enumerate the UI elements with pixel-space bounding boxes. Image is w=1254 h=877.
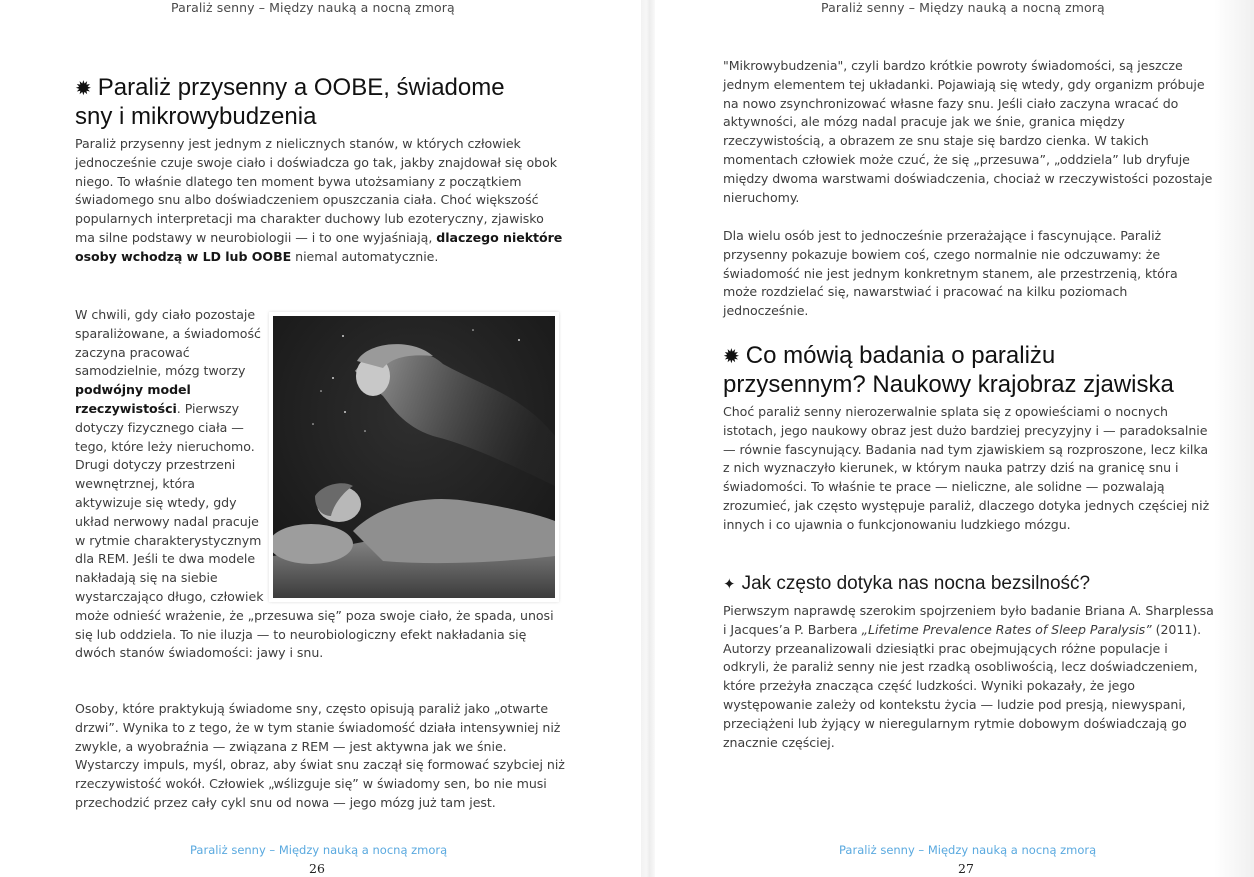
paragraph: Dla wielu osób jest to jednocześnie przerażające i fascynujące. Paraliż przysenny pokazuje bowiem coś, czego normalnie nie odczuwamy: że świadomość nie jest jednym konkretnym stanem, ale przestrzenią, która może rozdzielać się, nawarstwiać i pracować na kilku poziomach jednocześnie. (723, 228, 1178, 319)
page-number: 27 (958, 861, 974, 876)
book-gutter (641, 0, 655, 877)
paragraph (723, 602, 1215, 752)
footer-book-title: Paraliż senny – Między nauką a nocną zmorą (839, 843, 1097, 857)
bold-phrase: podwójny model rzeczywistości (75, 382, 191, 416)
right-page (655, 0, 1254, 877)
bold-phrase: dlaczego niektóre osoby wchodzą w LD lub OOBE (75, 229, 563, 264)
running-head: Paraliż senny – Między nauką a nocną zmorą (821, 0, 1105, 15)
paragraph: Choć paraliż senny nierozerwalnie splata się z opowieściami o nocnych istotach, jego naukowy obraz jest dużo bardziej precyzyjny i — paradoksalnie — równie fascynujący. Badania nad tym zjawiskiem są rozproszone, lecz kilka z nich wyznaczyło kierunek, w którym nauka patrzy dziś na granicę snu i świadomości. To właśnie te prace — nieliczne, ale solidne — pozwalają zrozumieć, jak często występuje paraliż, dlaczego dotyka jednych częściej niż innych i co ujawnia o funkcjonowaniu ludzkiego mózgu. (723, 404, 1210, 532)
paragraph-text: W chwili, gdy ciało pozostaje sparaliżowane, a świadomość zaczyna pracować samodzielnie, mózg tworzy (75, 307, 261, 379)
paragraph-text: (2011). Autorzy przeanalizowali dziesiątki prac obejmujących różne populacje i odkryli, że paraliż senny nie jest rzadką osobliwością, lecz doświadczeniem, które przeżyła znacząca część ludzkości. Wyniki pokazały, że jego występowanie zależy od kontekstu życia — ludzie pod presją, niewyspani, przeciążeni lub żyjący w nieregularnym rytmie dobowym doświadczają go znacznie częściej. (723, 621, 1202, 750)
paragraph (75, 135, 565, 267)
paragraph-text: . Pierwszy dotyczy fizycznego ciała — tego, które leży nieruchomo. Drugi dotyczy przestrzeni wewnętrznej, która aktywizuje się wtedy, gdy układ nerwowy nadal pracuje w rytmie charakterystycznym dla REM. Jeśli te dwa modele nakładają się na siebie wystarczająco długo, człowiek może odnieść wrażenie, że „przesuwa się” poza swoje ciało, że spada, unosi się lub oddziela. To nie iluzja — to neurobiologiczny efekt nakładania się dwóch stanów świadomości: jawy i snu. (75, 400, 554, 661)
subsection-heading-text: Jak często dotyka nas nocna bezsilność? (741, 573, 1091, 594)
paragraph: Osoby, które praktykują świadome sny, często opisują paraliż jako „otwarte drzwi”. Wynika to z tego, że w tym stanie świadomość działa intensywniej niż zwykle, a wyobraźnia — związana z REM — jest aktywna jak we śnie. Wystarczy impuls, myśl, obraz, aby świat snu zaczął się formować szybciej niż rzeczywistość wokół. Człowiek „wślizguje się” w świadomy sen, bo nie musi przechodzić przez cały cykl snu od nowa — jego mózg już tam jest. (75, 701, 565, 810)
sleeping-woman-with-floating-spirit-illustration (273, 316, 555, 598)
page-edge-shadow (1214, 0, 1254, 877)
illustration (269, 312, 559, 602)
section-heading (723, 342, 1203, 399)
section-heading-text: Co mówią badania o paraliżu przysennym? Naukowy krajobraz zjawiska (723, 342, 1174, 398)
cited-title: „Lifetime Prevalence Rates of Sleep Paralysis” (861, 621, 1152, 637)
paragraph-text: niemal automatycznie. (291, 248, 439, 264)
paragraph: "Mikrowybudzenia", czyli bardzo krótkie powroty świadomości, są jeszcze jednym elementem tej układanki. Pojawiają się wtedy, gdy organizm próbuje na nowo zsynchronizować własne fazy snu. Jeśli ciało zaczyna wracać do aktywności, ale mózg nadal pracuje jak we śnie, granica między rzeczywistością, a obrazem ze snu staje się bardzo cienka. W takich momentach człowiek może czuć, że się „przesuwa”, „oddziela” lub dryfuje między dwoma warstwami doświadczenia, chociaż w rzeczywistości pozostaje nieruchomy. (723, 58, 1213, 205)
page-number: 26 (309, 861, 325, 876)
footer-book-title: Paraliż senny – Między nauką a nocną zmorą (190, 843, 448, 857)
eight-pointed-star-icon: ✹ (75, 78, 92, 100)
subsection-heading (723, 573, 1203, 596)
paragraph-text: Pierwszym naprawdę szerokim spojrzeniem było badanie Briana A. Sharplessa i Jacques’a P. Barbera (723, 603, 1214, 637)
section-heading-text: Paraliż przysenny a OOBE, świadome sny i mikrowybudzenia (75, 74, 505, 130)
eight-pointed-star-icon: ✹ (723, 346, 740, 368)
four-pointed-star-icon: ✦ (723, 576, 736, 593)
section-heading (75, 74, 545, 131)
running-head: Paraliż senny – Między nauką a nocną zmorą (171, 0, 455, 15)
paragraph-text: Paraliż przysenny jest jednym z nielicznych stanów, w których człowiek jednocześnie czuje swoje ciało i doświadcza go tak, jakby znajdował się obok niego. To właśnie dlatego ten moment bywa utożsamiany z początkiem świadomego snu albo doświadczeniem opuszczania ciała. Choć większość popularnych interpretacji ma charakter duchowy lub ezoteryczny, zjawisko ma silne podstawy w neurobiologii — i to one wyjaśniają, (75, 136, 557, 245)
